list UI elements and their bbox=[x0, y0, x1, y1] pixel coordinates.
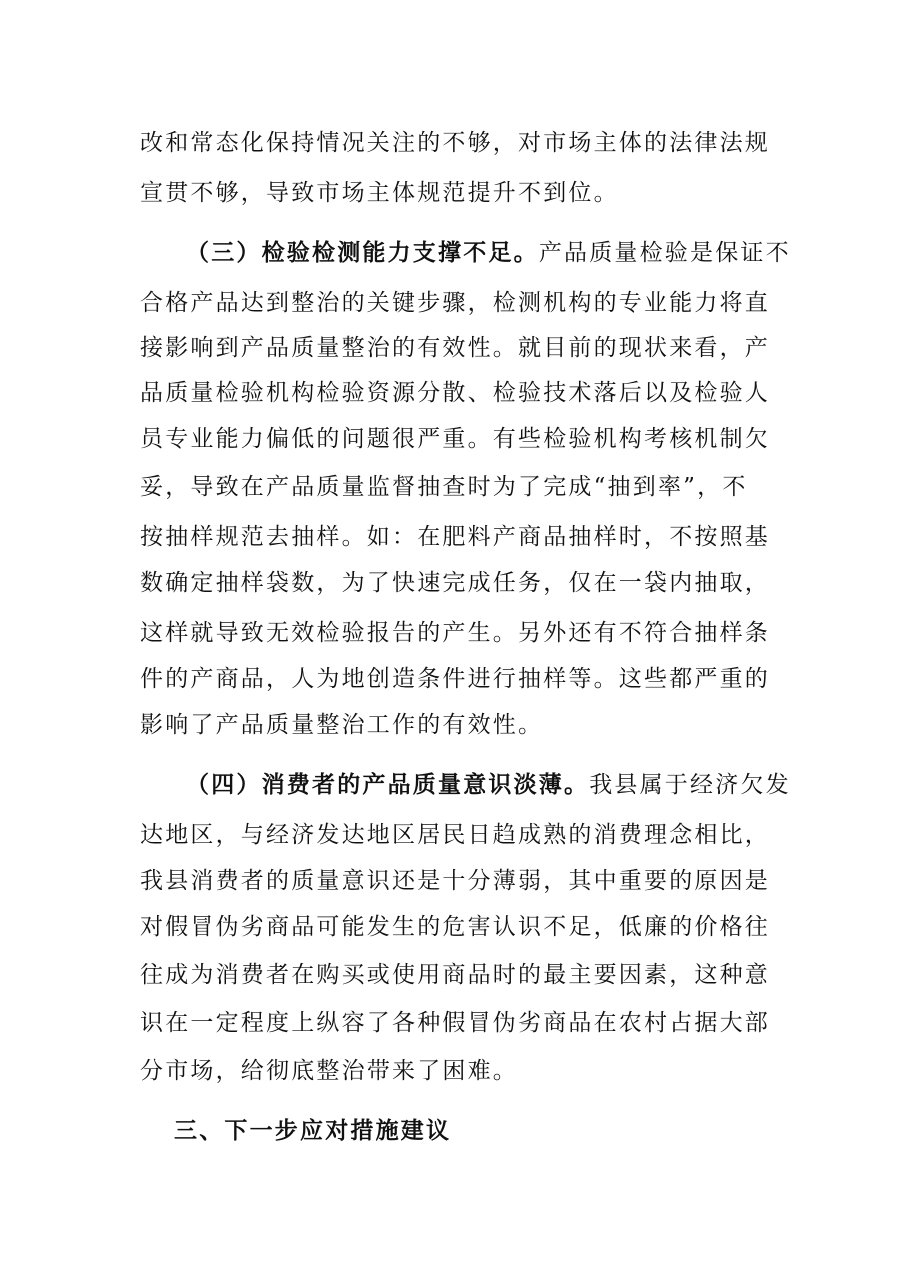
body-text-line: 达地区，与经济发达地区居民日趋成熟的消费理念相比， bbox=[140, 822, 770, 848]
section-3-heading: （三）检验检测能力支撑不足。 bbox=[186, 239, 539, 266]
body-text-line: 对假冒伪劣商品可能发生的危害认识不足，低廉的价格往 bbox=[140, 914, 770, 940]
body-text-line: 数确定抽样袋数，为了快速完成任务，仅在一袋内抽取， bbox=[140, 570, 770, 596]
body-text-line: 改和常态化保持情况关注的不够，对市场主体的法律法规 bbox=[140, 130, 770, 156]
body-text-line: 宣贯不够，导致市场主体规范提升不到位。 bbox=[140, 180, 619, 206]
body-text-line: 合格产品达到整治的关键步骤，检测机构的专业能力将直 bbox=[140, 290, 770, 316]
body-text-line: 件的产商品，人为地创造条件进行抽样等。这些都严重的 bbox=[140, 666, 770, 692]
body-text-line: 品质量检验机构检验资源分散、检验技术落后以及检验人 bbox=[140, 380, 770, 406]
section-3-first-line-text: 产品质量检验是保证不 bbox=[538, 240, 791, 266]
body-text-line: 接影响到产品质量整治的有效性。就目前的现状来看，产 bbox=[140, 335, 770, 361]
body-text-line: 影响了产品质量整治工作的有效性。 bbox=[140, 712, 544, 738]
body-text-line: 我县消费者的质量意识还是十分薄弱，其中重要的原因是 bbox=[140, 868, 770, 894]
section-4-first-line-text: 我县属于经济欠发 bbox=[589, 772, 791, 798]
section-4-heading: （四）消费者的产品质量意识淡薄。 bbox=[186, 771, 590, 798]
body-text-line: 识在一定程度上纵容了各种假冒伪劣商品在农村占据大部 bbox=[140, 1010, 770, 1036]
section-heading: 三、下一步应对措施建议 bbox=[174, 1117, 452, 1144]
body-text-line: 员专业能力偏低的问题很严重。有些检验机构考核机制欠 bbox=[140, 426, 770, 452]
section-4-first-line bbox=[186, 770, 826, 800]
body-text-line: 按抽样规范去抽样。如：在肥料产商品抽样时，不按照基 bbox=[140, 524, 770, 550]
body-text-line: 往成为消费者在购买或使用商品时的最主要因素，这种意 bbox=[140, 962, 770, 988]
body-text-line: 分市场，给彻底整治带来了困难。 bbox=[140, 1058, 518, 1084]
body-text-line: 这样就导致无效检验报告的产生。另外还有不符合抽样条 bbox=[140, 620, 770, 646]
section-3-first-line bbox=[186, 238, 826, 268]
body-text-line: 妥，导致在产品质量监督抽查时为了完成“抽到率”，不 bbox=[140, 474, 748, 500]
